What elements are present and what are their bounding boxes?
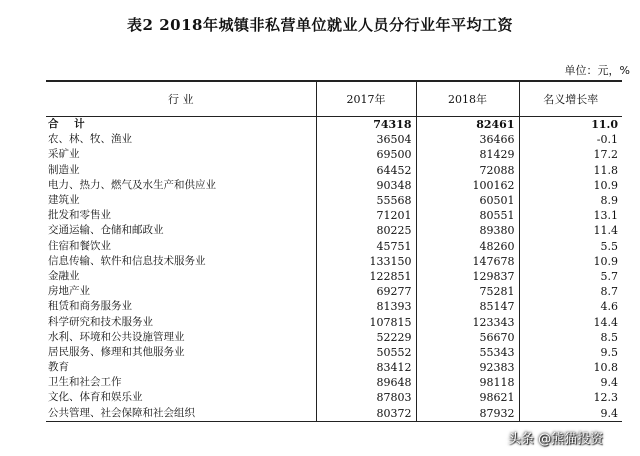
- wage-2017-cell: 55568: [316, 193, 416, 208]
- wage-2017-cell: 83412: [316, 360, 416, 375]
- wage-2018-cell: 48260: [416, 239, 519, 254]
- industry-cell: 租赁和商务服务业: [48, 300, 132, 313]
- wage-2017-cell: 36504: [316, 132, 416, 147]
- header-industry: 行 业: [46, 81, 316, 117]
- table-row: [46, 208, 622, 223]
- growth-rate-cell: 5.7: [519, 269, 622, 284]
- table-row: [46, 314, 622, 329]
- wage-2018-cell: 147678: [416, 254, 519, 269]
- growth-rate-cell: 11.4: [519, 223, 622, 238]
- growth-rate-cell: 4.6: [519, 299, 622, 314]
- wage-2018-cell: 123343: [416, 314, 519, 329]
- industry-cell: 住宿和餐饮业: [48, 239, 111, 252]
- industry-cell: 采矿业: [48, 148, 80, 161]
- table-row: [46, 132, 622, 147]
- table-row: [46, 375, 622, 390]
- total-row: [46, 117, 622, 133]
- industry-cell: 居民服务、修理和其他服务业: [48, 345, 185, 358]
- table-row: [46, 345, 622, 360]
- table-row: [46, 178, 622, 193]
- growth-rate-cell: 8.7: [519, 284, 622, 299]
- table-row: [46, 223, 622, 238]
- growth-rate-cell: 8.9: [519, 193, 622, 208]
- wage-2017-cell: 122851: [316, 269, 416, 284]
- wage-2018-cell: 75281: [416, 284, 519, 299]
- table-row: [46, 239, 622, 254]
- table-row: [46, 299, 622, 314]
- wage-2017-cell: 50552: [316, 345, 416, 360]
- industry-cell: 建筑业: [48, 194, 80, 207]
- table-row: [46, 269, 622, 284]
- wage-2017-cell: 133150: [316, 254, 416, 269]
- growth-rate-cell: 17.2: [519, 147, 622, 162]
- table-title: 表2 2018年城镇非私营单位就业人员分行业年平均工资: [127, 16, 513, 34]
- wage-2018-cell: 87932: [416, 406, 519, 422]
- wage-2017-cell: 87803: [316, 390, 416, 405]
- wage-2018-cell: 55343: [416, 345, 519, 360]
- unit-label: 单位：元，%: [564, 64, 630, 77]
- table-row: [46, 147, 622, 162]
- table-row: [46, 406, 622, 422]
- growth-rate-cell: 11.0: [519, 117, 622, 133]
- industry-cell: 房地产业: [48, 285, 90, 298]
- industry-cell: 批发和零售业: [48, 209, 111, 222]
- wage-2017-cell: 74318: [316, 117, 416, 133]
- industry-cell: 科学研究和技术服务业: [48, 315, 153, 328]
- table-row: [46, 284, 622, 299]
- table-row: [46, 254, 622, 269]
- industry-cell: 水利、环境和公共设施管理业: [48, 330, 185, 343]
- table-row: [46, 193, 622, 208]
- growth-rate-cell: 10.9: [519, 254, 622, 269]
- header-2018: 2018年: [416, 81, 519, 117]
- growth-rate-cell: -0.1: [519, 132, 622, 147]
- wage-2017-cell: 45751: [316, 239, 416, 254]
- table-row: [46, 330, 622, 345]
- wage-2017-cell: 69277: [316, 284, 416, 299]
- wage-2017-cell: 89648: [316, 375, 416, 390]
- wage-2017-cell: 107815: [316, 314, 416, 329]
- table-row: [46, 163, 622, 178]
- wage-2017-cell: 90348: [316, 178, 416, 193]
- wage-2017-cell: 52229: [316, 330, 416, 345]
- industry-cell: 制造业: [48, 163, 80, 176]
- table-row: [46, 360, 622, 375]
- header-2017: 2017年: [316, 81, 416, 117]
- growth-rate-cell: 10.8: [519, 360, 622, 375]
- wage-2018-cell: 89380: [416, 223, 519, 238]
- industry-cell: 教育: [48, 361, 69, 374]
- wage-2018-cell: 85147: [416, 299, 519, 314]
- industry-cell: 金融业: [48, 269, 80, 282]
- wage-2018-cell: 98621: [416, 390, 519, 405]
- wage-2017-cell: 71201: [316, 208, 416, 223]
- industry-cell: 信息传输、软件和信息技术服务业: [48, 254, 206, 267]
- wage-2017-cell: 69500: [316, 147, 416, 162]
- growth-rate-cell: 9.5: [519, 345, 622, 360]
- growth-rate-cell: 11.8: [519, 163, 622, 178]
- growth-rate-cell: 9.4: [519, 375, 622, 390]
- growth-rate-cell: 13.1: [519, 208, 622, 223]
- watermark: 头条 @熊猫投资: [508, 432, 604, 447]
- industry-cell: 农、林、牧、渔业: [48, 133, 132, 146]
- wage-2018-cell: 60501: [416, 193, 519, 208]
- industry-cell: 卫生和社会工作: [48, 376, 122, 389]
- wage-2018-cell: 92383: [416, 360, 519, 375]
- industry-cell: 合 计: [48, 118, 91, 131]
- wage-table: [46, 80, 622, 422]
- growth-rate-cell: 5.5: [519, 239, 622, 254]
- wage-2018-cell: 36466: [416, 132, 519, 147]
- growth-rate-cell: 8.5: [519, 330, 622, 345]
- growth-rate-cell: 9.4: [519, 406, 622, 422]
- wage-2017-cell: 81393: [316, 299, 416, 314]
- industry-cell: 文化、体育和娱乐业: [48, 391, 143, 404]
- table-body: [46, 117, 622, 422]
- wage-2018-cell: 98118: [416, 375, 519, 390]
- wage-2018-cell: 82461: [416, 117, 519, 133]
- growth-rate-cell: 14.4: [519, 314, 622, 329]
- industry-cell: 电力、热力、燃气及水生产和供应业: [48, 178, 216, 191]
- wage-2018-cell: 81429: [416, 147, 519, 162]
- header-row: [46, 81, 622, 117]
- header-growth: 名义增长率: [519, 81, 622, 117]
- industry-cell: 交通运输、仓储和邮政业: [48, 224, 164, 237]
- table-row: [46, 390, 622, 405]
- wage-2018-cell: 80551: [416, 208, 519, 223]
- wage-2018-cell: 72088: [416, 163, 519, 178]
- wage-2018-cell: 100162: [416, 178, 519, 193]
- industry-cell: 公共管理、社会保障和社会组织: [46, 406, 316, 422]
- growth-rate-cell: 10.9: [519, 178, 622, 193]
- wage-2018-cell: 56670: [416, 330, 519, 345]
- wage-2017-cell: 80225: [316, 223, 416, 238]
- wage-2017-cell: 80372: [316, 406, 416, 422]
- wage-2018-cell: 129837: [416, 269, 519, 284]
- wage-2017-cell: 64452: [316, 163, 416, 178]
- growth-rate-cell: 12.3: [519, 390, 622, 405]
